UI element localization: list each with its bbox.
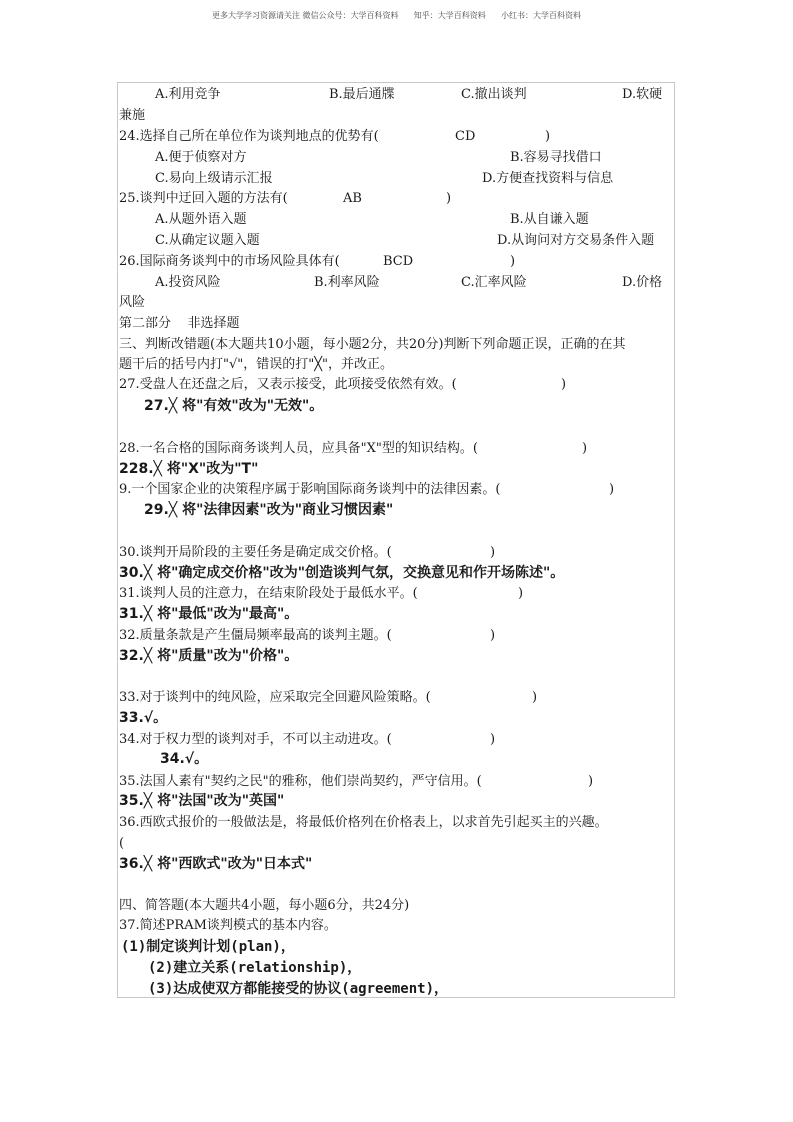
q29-close: ) [609, 482, 615, 497]
part2-title: 第二部分 非选择题 [119, 316, 240, 331]
q28-close: ) [582, 441, 588, 456]
q27-text: 27.受盘人在还盘之后，又表示接受，此项接受依然有效。( [119, 377, 457, 392]
q31-text: 31.谈判人员的注意力，在结束阶段处于最低水平。( [119, 586, 418, 601]
q23-option-c: C.撤出谈判 [461, 87, 527, 102]
q26-close: ) [510, 254, 516, 269]
q26-option-b: B.利率风险 [314, 275, 380, 290]
q25-close: ) [446, 191, 452, 206]
q23-option-d: D.软硬 [622, 87, 663, 102]
q27-answer: 27.╳ 将"有效"改为"无效"。 [144, 398, 324, 414]
q24-option-b: B.容易寻找借口 [510, 150, 602, 165]
section4-title: 四、简答题(本大题共4小题，每小题6分，共24分) [119, 898, 410, 913]
q37-text: 37.简述PRAM谈判模式的基本内容。 [119, 918, 337, 933]
q35-answer: 35.╳ 将"法国"改为"英国" [119, 793, 285, 809]
q37-answer-3: (3)达成使双方都能接受的协议(agreement)， [148, 981, 449, 997]
q26-answer: BCD [383, 254, 414, 269]
q26-option-d-cont: 风险 [119, 295, 146, 310]
q29-answer: 29.╳ 将"法律因素"改为"商业习惯因素" [144, 502, 394, 518]
q26-option-c: C.汇率风险 [461, 275, 527, 290]
q35-text: 35.法国人素有"契约之民"的雅称，他们崇尚契约，严守信用。( [119, 774, 482, 789]
q30-close: ) [490, 545, 496, 560]
q24-option-a: A.便于侦察对方 [155, 150, 247, 165]
q36-close: ( [119, 836, 125, 851]
q26-option-d: D.价格 [622, 275, 663, 290]
q25-stem: 25.谈判中迂回入题的方法有( [119, 191, 288, 206]
q36-answer: 36.╳ 将"西欧式"改为"日本式" [119, 856, 313, 872]
q31-close: ) [518, 586, 524, 601]
q25-option-c: C.从确定议题入题 [155, 233, 260, 248]
q32-answer: 32.╳ 将"质量"改为"价格"。 [119, 648, 299, 664]
q30-answer: 30.╳ 将"确定成交价格"改为"创造谈判气氛，交换意见和作开场陈述"。 [119, 565, 565, 581]
q32-close: ) [490, 628, 496, 643]
q35-close: ) [588, 774, 594, 789]
q25-option-a: A.从题外语入题 [155, 212, 247, 227]
q28-text: 28.一名合格的国际商务谈判人员，应具备"X"型的知识结构。( [119, 441, 478, 456]
section3-instructions-1: 三、判断改错题(本大题共10小题，每小题2分，共20分)判断下列命题正误，正确的在其 [119, 337, 626, 352]
page-header: 更多大学学习资源请关注 微信公众号：大学百科资料 知乎：大学百科资料 小红书：大学百科资料 [211, 11, 582, 20]
q37-answer-1: (1)制定谈判计划(plan)， [121, 939, 295, 955]
q26-stem: 26.国际商务谈判中的市场风险具体有( [119, 254, 340, 269]
q33-text: 33.对于谈判中的纯风险，应采取完全回避风险策略。( [119, 690, 431, 705]
q24-option-d: D.方便查找资料与信息 [482, 171, 614, 186]
q29-text: 9.一个国家企业的决策程序属于影响国际商务谈判中的法律因素。( [119, 482, 501, 497]
q30-text: 30.谈判开局阶段的主要任务是确定成交价格。( [119, 545, 392, 560]
q23-option-b: B.最后通牒 [329, 87, 395, 102]
q37-answer-2: (2)建立关系(relationship)， [148, 960, 362, 976]
q23-option-d-cont: 兼施 [119, 108, 146, 123]
q25-answer: AB [343, 191, 362, 206]
q31-answer: 31.╳ 将"最低"改为"最高"。 [119, 606, 299, 622]
q34-close: ) [490, 732, 496, 747]
q23-option-a: A.利用竞争 [155, 87, 221, 102]
q24-close: ) [545, 129, 551, 144]
q34-answer: 34.√。 [160, 751, 209, 767]
q32-text: 32.质量条款是产生僵局频率最高的谈判主题。( [119, 628, 392, 643]
q33-close: ) [532, 690, 538, 705]
q33-answer: 33.√。 [119, 710, 168, 726]
q25-option-b: B.从自谦入题 [510, 212, 589, 227]
q26-option-a: A.投资风险 [155, 275, 221, 290]
q36-text: 36.西欧式报价的一般做法是，将最低价格列在价格表上，以求首先引起买主的兴趣。 [119, 815, 608, 830]
q24-answer: CD [455, 129, 476, 144]
q28-answer: 228.╳ 将"X"改为"T" [119, 461, 259, 477]
q24-option-c: C.易向上级请示汇报 [155, 171, 273, 186]
section3-instructions-2: 题干后的括号内打"√"，错误的打"╳"，并改正。 [119, 357, 394, 372]
q27-close: ) [561, 377, 567, 392]
q25-option-d: D.从询问对方交易条件入题 [497, 233, 655, 248]
q34-text: 34.对于权力型的谈判对手，不可以主动进攻。( [119, 732, 392, 747]
q24-stem: 24.选择自己所在单位作为谈判地点的优势有( [119, 129, 379, 144]
